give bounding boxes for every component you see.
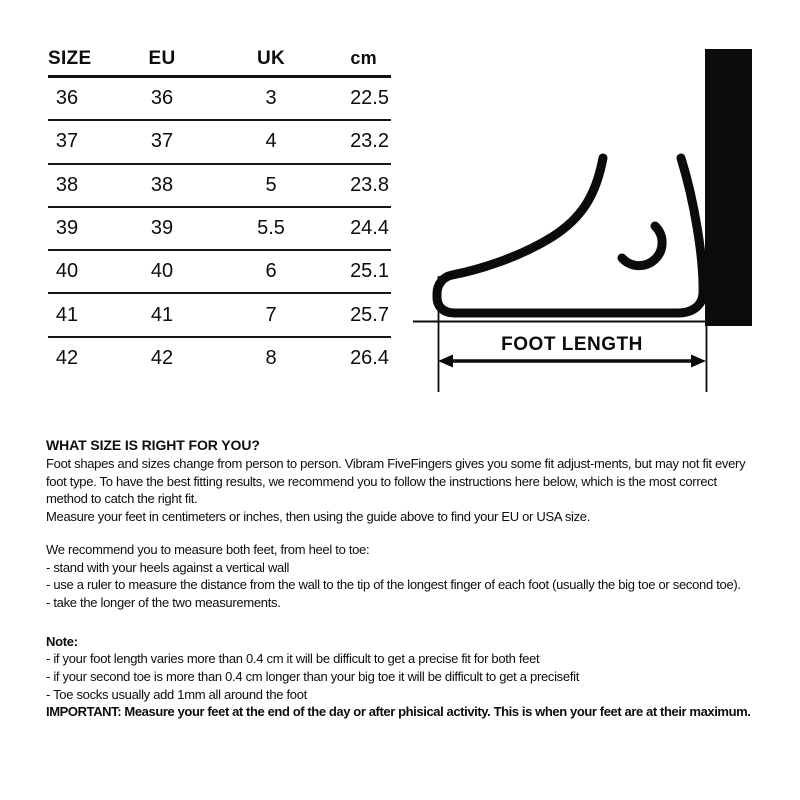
- important-text: Measure your feet at the end of the day or after phisical activity. This is when your feet are at their maximum.: [121, 704, 751, 720]
- fitting-guide-text: [46, 437, 760, 721]
- wall-shape: [705, 49, 752, 326]
- cell-eu: 36: [150, 87, 174, 110]
- note-section: [46, 633, 760, 704]
- cell-size: 40: [55, 260, 79, 283]
- column-header-cm: cm: [350, 48, 377, 68]
- table-row: [48, 121, 391, 164]
- cell-cm: 25.1: [350, 260, 389, 283]
- cell-eu: 42: [150, 346, 174, 369]
- column-header-size: SIZE: [48, 47, 92, 69]
- table-row: [48, 251, 391, 294]
- table-row: [48, 208, 391, 251]
- table-row: [48, 338, 391, 379]
- cell-cm: 23.2: [350, 130, 389, 153]
- instruction-line: - use a ruler to measure the distance from the wall to the tip of the longest finger of each foot (usually the big toe or second toe).: [46, 577, 741, 593]
- arrowhead-left-icon: [438, 355, 453, 368]
- cell-uk: 4: [265, 130, 277, 153]
- measure-paragraph: Measure your feet in centimeters or inches, then using the guide above to find your EU or USA size.: [46, 509, 591, 525]
- cell-uk: 7: [265, 303, 277, 326]
- table-row: [48, 165, 391, 208]
- cell-uk: 5.5: [257, 217, 285, 240]
- cell-size: 38: [55, 173, 79, 196]
- cell-eu: 38: [150, 173, 174, 196]
- instruction-line: - take the longer of the two measurements.: [46, 594, 281, 610]
- intro-paragraph: Foot shapes and sizes change from person to person. Vibram FiveFingers gives you some fit adjust-ments, but may not fit every foot type. To have the best fitting results, we recommend you to follow the instructions here below, which is the most correct method to catch the right fit.: [46, 456, 746, 507]
- cell-cm: 26.4: [350, 346, 389, 369]
- cell-eu: 37: [150, 130, 174, 153]
- recommend-intro: We recommend you to measure both feet, from heel to toe:: [46, 541, 370, 557]
- important-label: IMPORTANT:: [46, 704, 122, 720]
- column-header-eu: EU: [148, 47, 176, 69]
- recommend-section: [46, 541, 760, 612]
- instruction-line: - if your foot length varies more than 0.4 cm it will be difficult to get a precise fit for both feet: [46, 651, 540, 667]
- cell-uk: 3: [265, 87, 277, 110]
- cell-eu: 40: [150, 260, 174, 283]
- foot-length-label: FOOT LENGTH: [501, 334, 643, 355]
- instruction-line: - if your second toe is more than 0.4 cm longer than your big toe it will be difficult to get a precisefit: [46, 669, 580, 685]
- cell-uk: 6: [265, 260, 277, 283]
- recommend-list: [46, 559, 760, 612]
- cell-eu: 39: [150, 217, 174, 240]
- note-label: Note:: [46, 633, 78, 649]
- cell-size: 39: [55, 217, 79, 240]
- table-row: [48, 294, 391, 337]
- ankle-bone-arc: [622, 226, 662, 266]
- guide-heading: WHAT SIZE IS RIGHT FOR YOU?: [46, 437, 260, 453]
- cell-size: 42: [55, 346, 79, 369]
- cell-size: 36: [55, 87, 79, 110]
- instruction-line: - Toe socks usually add 1mm all around the foot: [46, 686, 307, 702]
- cell-eu: 41: [150, 303, 174, 326]
- cell-size: 41: [55, 303, 79, 326]
- instruction-line: - stand with your heels against a vertical wall: [46, 559, 290, 575]
- table-header-row: [48, 42, 391, 78]
- cell-size: 37: [55, 130, 79, 153]
- cell-uk: 8: [265, 346, 277, 369]
- cell-uk: 5: [265, 173, 277, 196]
- note-list: [46, 650, 760, 703]
- column-header-uk: UK: [256, 47, 286, 69]
- cell-cm: 24.4: [350, 217, 389, 240]
- size-chart-table: [48, 42, 391, 379]
- important-paragraph: [46, 703, 760, 721]
- table-row: [48, 78, 391, 121]
- cell-cm: 23.8: [350, 173, 389, 196]
- arrowhead-right-icon: [691, 355, 706, 368]
- cell-cm: 22.5: [350, 87, 389, 110]
- cell-cm: 25.7: [350, 303, 389, 326]
- foot-measurement-diagram: [400, 40, 800, 400]
